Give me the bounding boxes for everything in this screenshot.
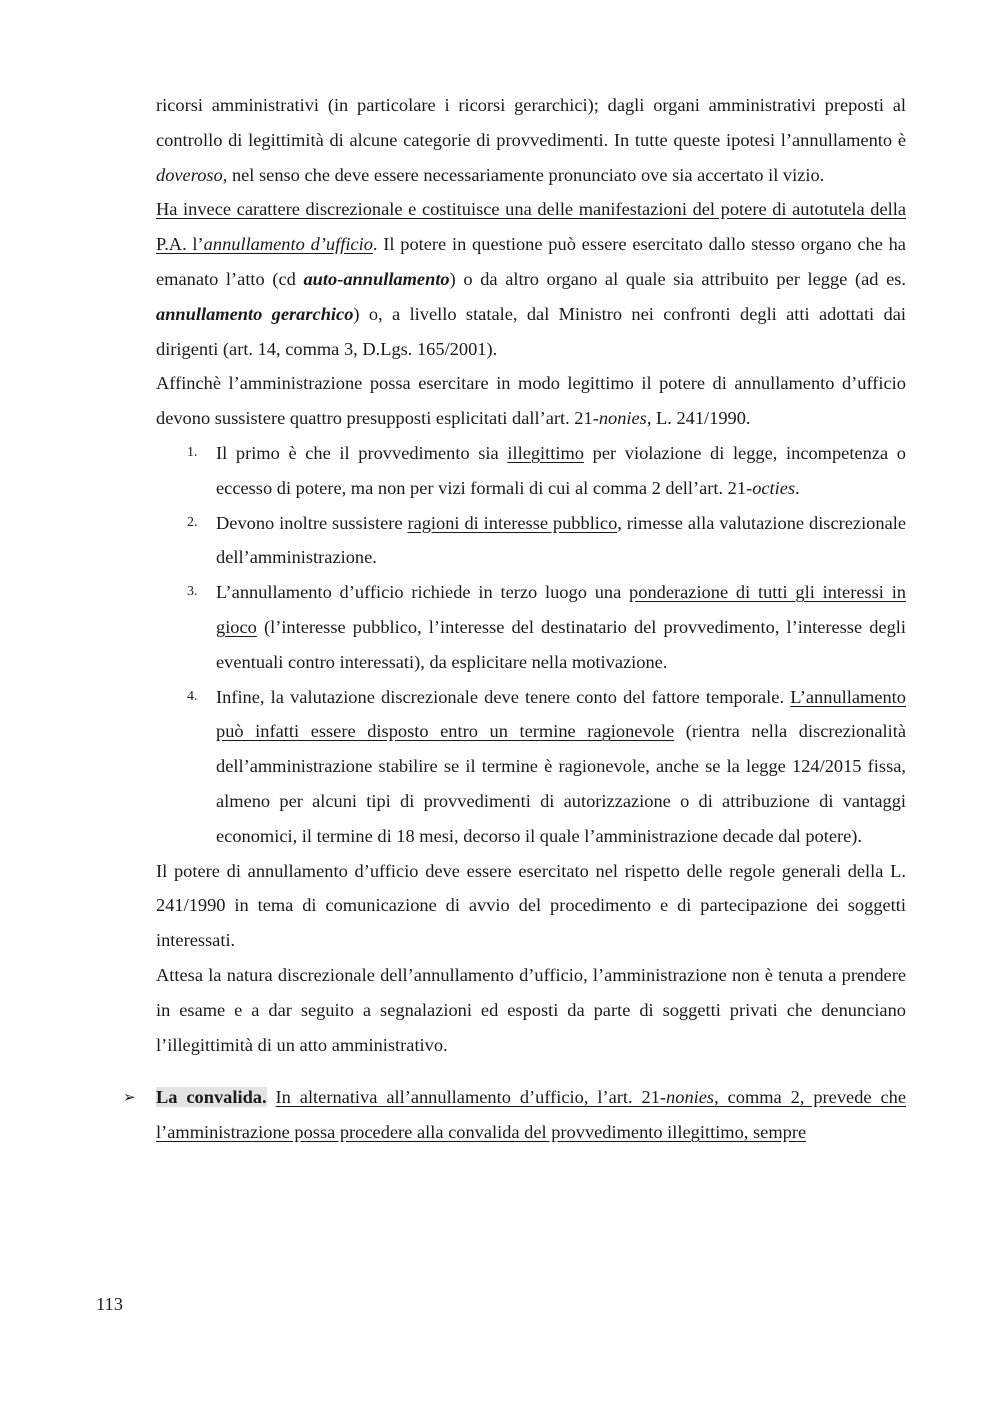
emphasis-nonies: nonies [666,1087,715,1108]
paragraph-ricorsi [156,88,906,192]
emphasis-doveroso: doveroso [156,164,223,185]
list-item [156,436,906,506]
list-item [156,506,906,576]
underlined-text: In alternativa all’annullamento d’ufficio, l’art. 21- [275,1087,667,1108]
page-number: 113 [96,1294,123,1314]
text-run: ) o, a livello statale, dal Ministro nei confronti degli atti adottati dai dirigenti (art. 14, comma 3, D.Lgs. 165/2001). [156,303,906,359]
text-run: (rientra nella discrezionalità dell’amministrazione stabilire se il termine è ragionevole, anche se la legge 124/2015 fissa, almeno per alcuni tipi di provvedimenti di autorizzazione o di attribuzione di vantaggi economici, il termine di 18 mesi, decorso il quale l’amministrazione decade dal potere). [216,721,906,846]
text-run: , rimesse alla valutazione discrezionale dell’amministrazione. [216,512,907,568]
text-run: Devono inoltre sussistere [216,512,408,533]
paragraph-segnalazioni: Attesa la natura discrezionale dell’annullamento d’ufficio, l’amministrazione non è tenuta a prendere in esame e a dar seguito a segnalazioni ed esposti da parte di soggetti privati che denunciano l’illegittimità di un atto amministrativo. [156,964,906,1055]
page-body [123,88,907,1168]
text-run: Infine, la valutazione discrezionale deve tenere conto del fattore temporale. [216,686,791,707]
paragraph-presupposti [156,366,906,436]
list-number: 2. [187,514,198,530]
emphasis-octies: octies [752,477,796,498]
text-run: per violazione di legge, incompetenza o eccesso di potere, ma non per vizi formali di cui al comma 2 dell’art. 21- [216,442,906,498]
text-run: (l’interesse pubblico, l’interesse del destinatario del provvedimento, l’interesse degli eventuali contro interessati), da esplicitare nella motivazione. [216,616,906,672]
underlined-text: Ha invece carattere discrezionale e costituisce una delle manifestazioni del potere di autotutela della P.A. l’ [156,199,906,255]
underlined-text: L’annullamento può infatti essere disposto entro un termine ragionevole [216,686,906,742]
list-item [156,680,906,854]
text-run: , nel senso che deve essere necessariamente pronunciato ove sia accertato il vizio. [222,164,825,185]
arrow-bullet-icon: ➢ [123,1088,136,1107]
text-run: Affinchè l’amministrazione possa esercitare in modo legittimo il potere di annullamento d’ufficio devono sussistere quattro presupposti esplicitati dall’art. 21- [156,373,906,429]
text-run: Il primo è che il provvedimento sia [216,442,508,463]
text-run: L’annullamento d’ufficio richiede in terzo luogo una [216,582,630,603]
section-heading-convalida: La convalida. [156,1087,267,1108]
paragraph-annullamento-ufficio [156,192,906,366]
list-number: 1. [187,444,198,460]
emphasis-annullamento-gerarchico: annullamento gerarchico [156,303,354,324]
underlined-text: ragioni di interesse pubblico [407,512,618,533]
paragraph-regole-generali: Il potere di annullamento d’ufficio deve essere esercitato nel rispetto delle regole generali della L. 241/1990 in tema di comunicazione di avvio del procedimento e di partecipazione dei soggetti interessati. [156,860,906,951]
text-run: ) o da altro organo al quale sia attribuito per legge (ad es. [449,268,906,289]
presupposti-list [156,436,906,854]
text-run: . Il potere in questione può essere esercitato dallo stesso organo che ha emanato l’atto (cd [156,234,906,289]
list-number: 3. [187,584,198,600]
underlined-text: ponderazione di tutti gli interessi in gioco [216,582,906,637]
emphasis-annullamento-ufficio: annullamento d’ufficio [203,234,373,255]
emphasis-nonies: nonies [598,408,647,429]
emphasis-auto-annullamento: auto-annullamento [303,268,450,289]
paragraph-convalida [123,1080,906,1150]
text-run: ricorsi amministrativi (in particolare i ricorsi gerarchici); dagli organi amministrativi preposti al controllo di legittimità di alcune categorie di provvedimenti. In tutte queste ipotesi l’annullamento è [156,95,906,150]
underlined-text: , comma 2, prevede che l’amministrazione possa procedere alla convalida del provvedimento illegittimo, sempre [156,1087,906,1143]
underlined-text: illegittimo [507,442,584,463]
list-item [156,575,906,679]
list-number: 4. [187,688,198,704]
text-run: , L. 241/1990. [646,408,751,429]
text-run: . [795,477,800,498]
